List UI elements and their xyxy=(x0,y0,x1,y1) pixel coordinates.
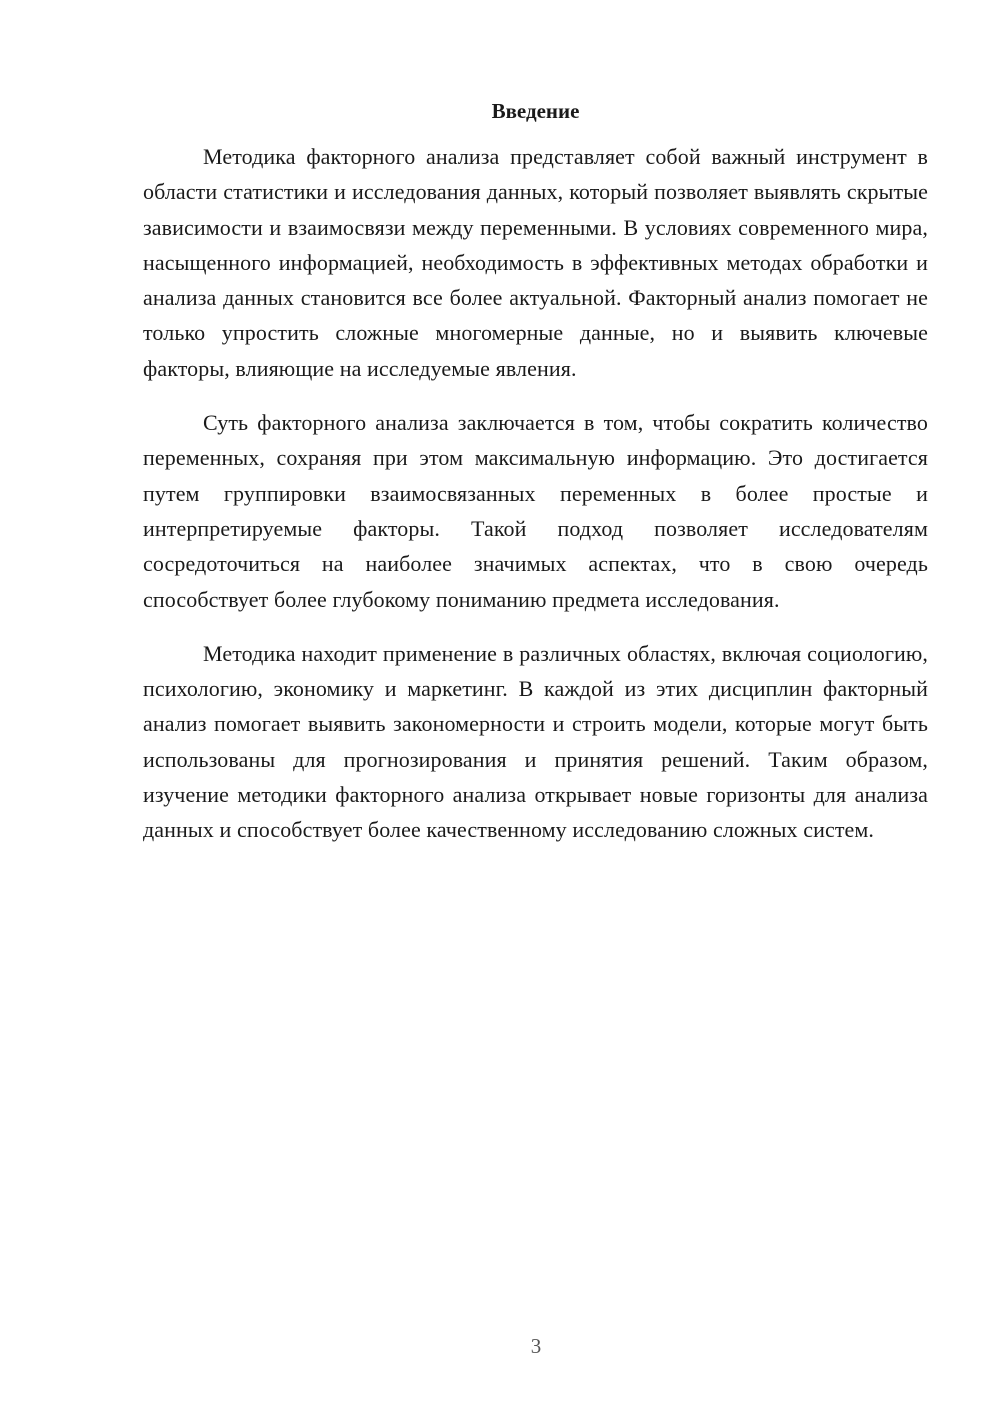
paragraph-3: Методика находит применение в различных областях, включая социологию, психологию, экономику и маркетинг. В каждой из этих дисциплин факторный анализ помогает выявить закономерности и строить модели, которые могут быть использованы для прогнозирования и принятия решений. Таким образом, изучение методики факторного анализа открывает новые горизонты для анализа данных и способствует более качественному исследованию сложных систем. xyxy=(143,640,928,843)
paragraph-1: Методика факторного анализа представляет собой важный инструмент в области статистики и исследования данных, который позволяет выявлять скрытые зависимости и взаимосвязи между переменными. В условиях современного мира, насыщенного информацией, необходимость в эффективных методах обработки и анализа данных становится все более актуальной. Факторный анализ помогает не только упростить сложные многомерные данные, но и выявить ключевые факторы, влияющие на исследуемые явления. xyxy=(143,144,928,381)
section-heading: Введение xyxy=(491,99,580,123)
paragraph-2: Суть факторного анализа заключается в том, чтобы сократить количество переменных, сохраняя при этом максимальную информацию. Это достигается путем группировки взаимосвязанных переменных в более простые и интерпретируемые факторы. Такой подход позволяет исследователям сосредоточиться на наиболее значимых аспектах, что в свою очередь способствует более глубокому пониманию предмета исследования. xyxy=(143,410,928,612)
page-number: 3 xyxy=(530,1334,542,1358)
page-content xyxy=(143,95,928,867)
